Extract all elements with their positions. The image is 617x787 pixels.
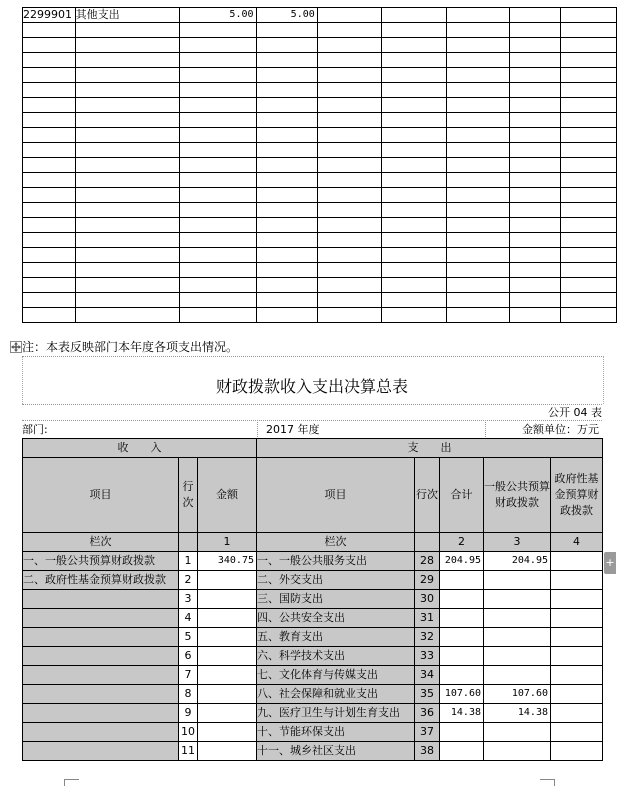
total-amount — [440, 628, 484, 647]
general-budget-amount — [484, 742, 551, 761]
gov-fund-amount — [551, 666, 603, 685]
income-row-no: 6 — [179, 647, 198, 666]
column-index: 2 — [440, 533, 484, 552]
column-header: 项目 — [257, 458, 415, 533]
table-row — [23, 723, 603, 742]
table-header-row — [23, 439, 603, 458]
income-item: 一、一般公共预算财政拨款 — [23, 552, 179, 571]
expense-item: 八、社会保障和就业支出 — [257, 685, 415, 704]
income-row-no: 5 — [179, 628, 198, 647]
income-amount — [198, 704, 257, 723]
general-budget-amount — [484, 609, 551, 628]
expense-item: 九、医疗卫生与计划生育支出 — [257, 704, 415, 723]
income-row-no: 8 — [179, 685, 198, 704]
expense-row-no: 33 — [415, 647, 440, 666]
income-item — [23, 723, 179, 742]
general-budget-amount — [484, 571, 551, 590]
expense-item: 二、外交支出 — [257, 571, 415, 590]
year-label: 2017 年度 — [266, 423, 320, 436]
gov-fund-amount — [551, 685, 603, 704]
expense-row-no: 35 — [415, 685, 440, 704]
income-row-no: 4 — [179, 609, 198, 628]
expense-item: 十、节能环保支出 — [257, 723, 415, 742]
total-amount — [440, 590, 484, 609]
general-budget-amount: 107.60 — [484, 685, 551, 704]
table-row — [23, 188, 617, 203]
row-amount: 5.00 — [180, 8, 256, 23]
column-index: 4 — [551, 533, 603, 552]
gov-fund-amount — [551, 723, 603, 742]
table-row — [23, 143, 617, 158]
row-amount: 5.00 — [256, 8, 317, 23]
column-index: 栏次 — [23, 533, 179, 552]
expense-row-no: 28 — [415, 552, 440, 571]
expense-item: 十一、城乡社区支出 — [257, 742, 415, 761]
income-amount — [198, 742, 257, 761]
table-row — [23, 68, 617, 83]
total-amount: 14.38 — [440, 704, 484, 723]
general-budget-amount — [484, 666, 551, 685]
fiscal-summary-table — [22, 438, 603, 761]
table-row — [23, 38, 617, 53]
income-amount — [198, 609, 257, 628]
table-row — [23, 293, 617, 308]
column-header: 合计 — [440, 458, 484, 533]
income-row-no: 7 — [179, 666, 198, 685]
table-row — [23, 628, 603, 647]
general-budget-amount — [484, 723, 551, 742]
income-row-no: 3 — [179, 590, 198, 609]
page-title: 财政拨款收入支出决算总表 — [215, 377, 408, 396]
expense-item: 三、国防支出 — [257, 590, 415, 609]
column-index: 1 — [198, 533, 257, 552]
column-header: 行次 — [415, 458, 440, 533]
expense-item: 一、一般公共服务支出 — [257, 552, 415, 571]
column-header: 项目 — [23, 458, 179, 533]
total-amount: 204.95 — [440, 552, 484, 571]
unit-label: 金额单位：万元 — [522, 423, 599, 436]
table-row — [23, 158, 617, 173]
table-row — [23, 23, 617, 38]
column-header: 政府性基金预算财政拨款 — [551, 458, 603, 533]
gov-fund-amount — [551, 704, 603, 723]
total-amount — [440, 666, 484, 685]
table-row — [23, 590, 603, 609]
expense-item: 四、公共安全支出 — [257, 609, 415, 628]
table-row — [23, 742, 603, 761]
income-item — [23, 590, 179, 609]
table-row — [23, 685, 603, 704]
table-row — [23, 8, 617, 23]
income-amount — [198, 647, 257, 666]
column-header: 金额 — [198, 458, 257, 533]
total-amount — [440, 742, 484, 761]
column-index: 栏次 — [257, 533, 415, 552]
expense-row-no: 34 — [415, 666, 440, 685]
expense-item: 七、文化体育与传媒支出 — [257, 666, 415, 685]
table-row — [23, 98, 617, 113]
general-budget-amount: 204.95 — [484, 552, 551, 571]
expense-row-no: 29 — [415, 571, 440, 590]
table-row — [23, 308, 617, 323]
income-item — [23, 647, 179, 666]
income-item — [23, 685, 179, 704]
row-name: 其他支出 — [75, 8, 180, 23]
income-item — [23, 742, 179, 761]
income-amount — [198, 723, 257, 742]
table-note: 注：本表反映部门本年度各项支出情况。 — [22, 340, 239, 354]
table-row — [23, 128, 617, 143]
income-amount — [198, 628, 257, 647]
table-row — [23, 263, 617, 278]
gov-fund-amount — [551, 628, 603, 647]
column-header: 行次 — [179, 458, 198, 533]
income-item — [23, 628, 179, 647]
total-amount — [440, 647, 484, 666]
income-row-no: 9 — [179, 704, 198, 723]
income-item — [23, 666, 179, 685]
row-code: 2299901 — [23, 8, 76, 23]
table-row — [23, 248, 617, 263]
expense-header: 支 出 — [257, 439, 603, 458]
general-budget-amount — [484, 590, 551, 609]
total-amount — [440, 571, 484, 590]
department-label: 部门: — [22, 423, 48, 436]
gov-fund-amount — [551, 609, 603, 628]
gov-fund-amount — [551, 647, 603, 666]
income-item — [23, 609, 179, 628]
expense-row-no: 38 — [415, 742, 440, 761]
general-budget-amount — [484, 628, 551, 647]
income-item — [23, 704, 179, 723]
table-row — [23, 203, 617, 218]
total-amount — [440, 723, 484, 742]
income-row-no: 10 — [179, 723, 198, 742]
table-header-row — [23, 458, 603, 533]
gov-fund-amount — [551, 571, 603, 590]
income-row-no: 2 — [179, 571, 198, 590]
expense-row-no: 30 — [415, 590, 440, 609]
table-row — [23, 552, 603, 571]
income-amount — [198, 666, 257, 685]
table-row — [23, 233, 617, 248]
income-row-no: 1 — [179, 552, 198, 571]
expand-tab[interactable]: + — [604, 552, 616, 574]
income-amount — [198, 685, 257, 704]
expense-item: 六、科学技术支出 — [257, 647, 415, 666]
table-row — [23, 173, 617, 188]
expense-row-no: 32 — [415, 628, 440, 647]
expense-row-no: 31 — [415, 609, 440, 628]
table-row — [23, 666, 603, 685]
general-budget-amount — [484, 647, 551, 666]
table-code: 公开 04 表 — [548, 406, 602, 419]
table-move-handle-icon[interactable] — [10, 341, 22, 353]
table-row — [23, 83, 617, 98]
expense-row-no: 36 — [415, 704, 440, 723]
table-row — [23, 218, 617, 233]
column-index-row — [23, 533, 603, 552]
total-amount — [440, 609, 484, 628]
expense-item: 五、教育支出 — [257, 628, 415, 647]
income-amount — [198, 571, 257, 590]
table-row — [23, 647, 603, 666]
table-row — [23, 53, 617, 68]
table-row — [23, 278, 617, 293]
gov-fund-amount — [551, 590, 603, 609]
gov-fund-amount — [551, 742, 603, 761]
table-row — [23, 113, 617, 128]
table-row — [23, 609, 603, 628]
gov-fund-amount — [551, 552, 603, 571]
expense-detail-table — [22, 7, 617, 323]
table-row — [23, 571, 603, 590]
income-row-no: 11 — [179, 742, 198, 761]
income-amount: 340.75 — [198, 552, 257, 571]
column-index: 3 — [484, 533, 551, 552]
table-row — [23, 704, 603, 723]
income-amount — [198, 590, 257, 609]
income-header: 收 入 — [23, 439, 257, 458]
expense-row-no: 37 — [415, 723, 440, 742]
income-item: 二、政府性基金预算财政拨款 — [23, 571, 179, 590]
general-budget-amount: 14.38 — [484, 704, 551, 723]
total-amount: 107.60 — [440, 685, 484, 704]
column-header: 一般公共预算财政拨款 — [484, 458, 551, 533]
